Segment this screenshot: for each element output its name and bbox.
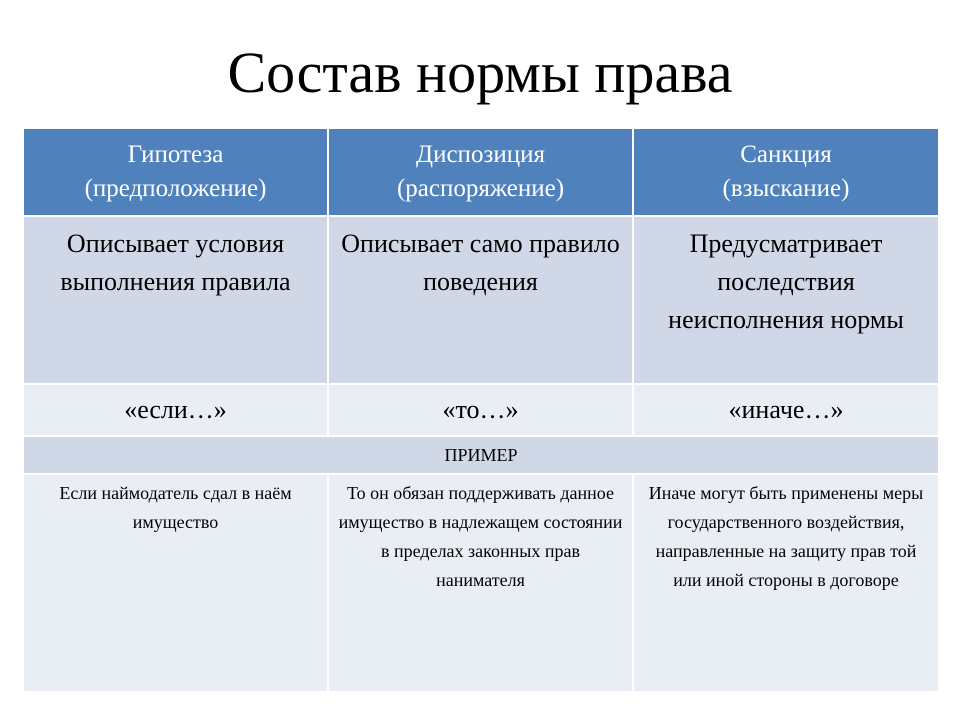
formula-cell-disposition: «то…» [328, 384, 633, 436]
description-row [23, 216, 939, 384]
example-cell-disposition: То он обязан поддерживать данное имущество в надлежащем состоянии в пределах законных прав нанимателя [328, 474, 633, 692]
example-cell-sanction: Иначе могут быть применены меры государственного воздействия, направленные на защиту прав той или иной стороны в договоре [633, 474, 939, 692]
example-row [23, 474, 939, 692]
header-row [23, 128, 939, 216]
header-name: Диспозиция [416, 141, 545, 168]
header-name: Гипотеза [127, 141, 224, 168]
example-label-row [23, 436, 939, 474]
header-translation: (взыскание) [722, 175, 850, 202]
description-cell-disposition: Описывает само правило поведения [328, 216, 633, 384]
header-cell-hypothesis [23, 128, 328, 216]
description-cell-hypothesis: Описывает условия выполнения правила [23, 216, 328, 384]
norm-structure-table [22, 127, 940, 693]
header-name: Санкция [740, 141, 832, 168]
header-cell-disposition [328, 128, 633, 216]
header-translation: (предположение) [84, 175, 267, 202]
description-cell-sanction: Предусматривает последствия неисполнения нормы [633, 216, 939, 384]
header-translation: (распоряжение) [396, 175, 565, 202]
formula-cell-hypothesis: «если…» [23, 384, 328, 436]
page-title: Состав нормы права [227, 40, 733, 105]
formula-row [23, 384, 939, 436]
header-cell-sanction [633, 128, 939, 216]
example-label: ПРИМЕР [23, 436, 939, 474]
formula-cell-sanction: «иначе…» [633, 384, 939, 436]
example-cell-hypothesis: Если наймодатель сдал в наём имущество [23, 474, 328, 692]
